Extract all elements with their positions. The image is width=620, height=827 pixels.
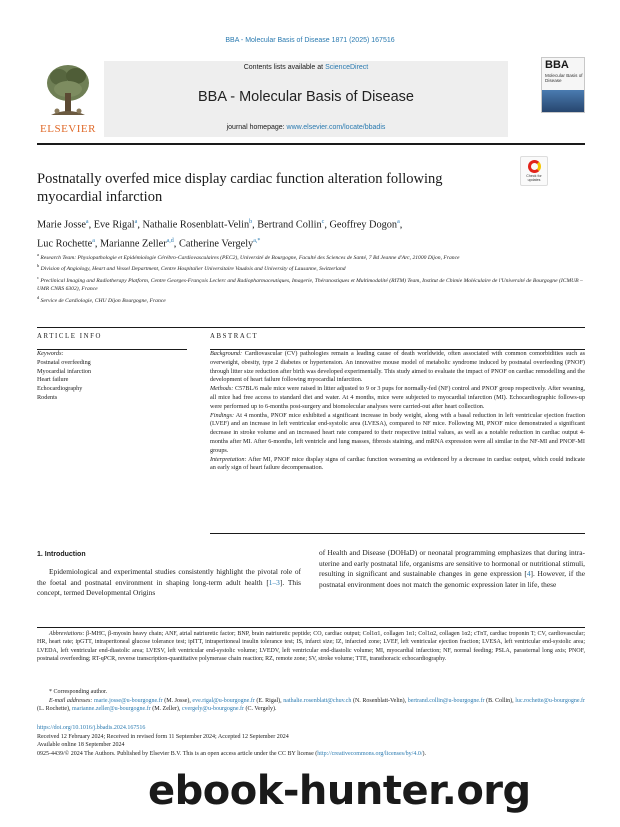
intro-text: ]. This concept, termed Developmental Origins — [37, 577, 301, 598]
email-link[interactable]: cvergely@u-bourgogne.fr — [181, 706, 244, 713]
author-name[interactable]: Geoffrey Dogon — [329, 219, 398, 231]
footnote-divider — [37, 627, 585, 628]
affiliation-marker[interactable]: b — [249, 219, 253, 225]
affiliation-item — [37, 262, 585, 273]
affiliation-marker[interactable]: c — [321, 219, 325, 225]
email-owner: (L. Rochette), — [37, 706, 72, 713]
affiliation-marker: b — [37, 263, 40, 269]
received-dates: Received 12 February 2024; Received in revised form 11 September 2024; Accepted 12 September 2024 — [37, 733, 289, 740]
running-head[interactable]: BBA - Molecular Basis of Disease 1871 (2025) 167516 — [225, 37, 395, 44]
abstract-body — [210, 350, 585, 473]
contents-prefix: Contents lists available at — [243, 64, 326, 71]
license-link[interactable]: http://creativecommons.org/licenses/by/4.0/ — [317, 750, 423, 757]
cover-image — [542, 90, 584, 112]
author-separator: , — [173, 238, 179, 250]
abstract-section-label: Methods: — [210, 385, 234, 393]
abstract-section-text: After MI, PNOF mice display signs of cardiac function worsening as evidenced by a decrease in cardiac output, which could indicate an early sign of heart failure decompensation. — [210, 455, 585, 472]
author-separator: , — [137, 219, 143, 231]
article-title: Postnatally overfed mice display cardiac function alteration following myocardial infarction — [37, 171, 443, 205]
keywords-block — [37, 350, 187, 403]
doi-link[interactable]: https://doi.org/10.1016/j.bbadis.2024.167516 — [37, 725, 146, 731]
affiliation-marker: a — [37, 252, 39, 257]
citation-link[interactable]: 4 — [526, 569, 531, 579]
email-owner: (N. Rosenblatt-Velin), — [351, 698, 408, 704]
affiliation-marker[interactable]: a — [92, 238, 95, 245]
email-owner: (E. Rigal), — [254, 698, 284, 704]
email-link[interactable]: nathalie.rosenblatt@chuv.ch — [283, 698, 352, 704]
email-link[interactable]: marianne.zeller@u-bourgogne.fr — [72, 706, 151, 713]
journal-cover-thumbnail[interactable] — [541, 57, 585, 113]
author-line-2 — [37, 233, 557, 252]
author-separator: , — [94, 238, 101, 250]
email-owner: (M. Josse), — [162, 698, 193, 704]
available-online: Available online 18 September 2024 — [37, 742, 125, 749]
doi-block — [37, 724, 585, 758]
cover-title: BBA — [545, 59, 569, 71]
email-owner: (M. Zeller), — [150, 706, 182, 713]
author-name[interactable]: Eve Rigal — [93, 219, 135, 231]
license-text: ). — [422, 750, 426, 757]
affiliation-text: Research Team: Physiopathologie et Epidémiologie Cérébro-Cardiovasculaires (PEC2), Université de Bourgogne, Faculté des Sciences de Santé, 7 Bd Jeanne d'Arc, 21000 Dijon, France — [38, 254, 460, 261]
abbreviations-text: β-MHC, β-myosin heavy chain; ANF, atrial natriuretic factor; BNP, brain natriuretic peptide; CO, cardiac output; Col1α1, collagen 1α1; Col1α2, collagen 1α2; cTnT, cardiac troponin T; CV, cardiovascular; HR, heart rate; ipGTT, intraperitoneal glucose tolerance test; ipITT, intraperitoneal insulin tolerance test; IS, infarct size; IZ, infarcted zone; LVEF, left ventricular ejection fraction; LVESA, left ventricular end-systolic area; LVEDA, left ventricular end-diastolic area; LVESV, left ventricular end-systolic volume; LVEDV, left ventricular end-diastolic volume; MI, myocardial infarction; NF, normal feeding; PSLA, parasternal long axis; PNOF, postnatal overfeeding; RT-qPCR, reverse transcription-quantitative polymerase chain reaction; RZ, remote zone; SV, stroke volume; TTE, transthoracic echocardiography. — [37, 631, 585, 663]
affiliation-marker: d — [37, 294, 40, 300]
abstract-section-text: Cardiovascular (CV) pathologies remain a leading cause of death worldwide, often associated with common comorbidities such as overweight, obesity, type 2 diabetes or hypertension. An innovative mouse model of metabolic syndrome induced by postnatal overfeeding (PNOF) through litter size reduction after birth was developed experimentally. This study aimed to evaluate the impact of PNOF on cardiac remodelling and the development of heart failure following myocardial infarction. — [210, 350, 585, 384]
abstract-heading: ABSTRACT — [210, 333, 259, 340]
author-name[interactable]: Catherine Vergely — [178, 238, 254, 250]
homepage-link[interactable]: www.elsevier.com/locate/bbadis — [286, 124, 386, 131]
masthead-divider — [37, 143, 585, 145]
license-text: 0925-4439/© 2024 The Authors. Published by Elsevier B.V. This is an open access article under the CC BY license ( — [37, 750, 318, 757]
abstract-section — [210, 412, 585, 456]
journal-title: BBA - Molecular Basis of Disease — [198, 89, 414, 105]
email-link[interactable]: luc.rochette@u-bourgogne.fr — [515, 698, 585, 704]
abstract-section — [210, 456, 585, 474]
author-list — [37, 214, 557, 253]
author-separator: , — [399, 219, 403, 231]
publisher-name: ELSEVIER — [40, 123, 96, 135]
affiliation-marker[interactable]: a — [397, 219, 400, 225]
check-updates-icon — [528, 160, 541, 173]
affiliation-marker: c — [37, 274, 39, 280]
keyword-item[interactable]: Heart failure — [37, 376, 69, 384]
abstract-section-text: At 4 months, PNOF mice exhibited a significant increase in body weight, along with a basal reduction in left ventricular ejection fraction (LVEF) and an increase in left ventricular end-systolic area (LVESA), compared to NF mice. Following MI, PNOF mice demonstrated a significant decrease in stroke volume and an increased heart rate compared to their respective initial values, as well as a notable reduction in cardiac output 4-months after MI. After 6-months, left ventricle and lung masses, fibrosis staining, and mRNA expression were all similar in the NF-MI and PNOF-MI groups. — [210, 411, 585, 454]
keyword-item[interactable]: Postnatal overfeeding — [37, 358, 91, 366]
keywords-label: Keywords: — [37, 350, 64, 357]
journal-banner — [104, 61, 508, 137]
email-owner: (C. Vergely). — [244, 706, 277, 713]
homepage-prefix: journal homepage: — [226, 124, 287, 131]
email-link[interactable]: eve.rigal@u-bourgogne.fr — [192, 698, 255, 704]
author-separator: , — [324, 219, 330, 231]
corresponding-author-note: * Corresponding author. — [49, 689, 108, 695]
affiliation-marker[interactable]: a,* — [253, 238, 261, 245]
affiliation-text: Service de Cardiologie, CHU Dijon Bourgogne, France — [39, 297, 166, 304]
intro-paragraph-right — [319, 548, 585, 591]
section-heading-introduction: 1. Introduction — [37, 551, 86, 558]
author-name[interactable]: Bertrand Collin — [257, 219, 322, 231]
homepage-line — [104, 124, 508, 131]
abstract-section — [210, 385, 585, 411]
abbreviations-footnote — [37, 630, 585, 664]
affiliation-text: Preclinical Imaging and Radiotherapy Platform, Centre Georges-François Leclerc and Radiopharmaceutiques, Imagerie, Théranostiques et Multimodalité (RITM) Team, Institut de Chimie Moléculaire de l'Université de Bourgogne (ICMUB – UMR CNRS 6302), France — [37, 277, 583, 293]
abstract-section-label: Interpretation: — [210, 455, 247, 463]
sciencedirect-link[interactable]: ScienceDirect — [325, 64, 369, 71]
email-link[interactable]: marie.josse@u-bourgogne.fr — [93, 698, 163, 704]
email-link[interactable]: bertrand.collin@u-bourgogne.fr — [407, 698, 485, 704]
author-name[interactable]: Luc Rochette — [37, 238, 93, 250]
email-label: E-mail addresses: — [49, 698, 94, 704]
abbreviations-label: Abbreviations: — [49, 631, 85, 637]
abstract-section-label: Findings: — [210, 411, 235, 419]
intro-paragraph-left — [37, 567, 301, 599]
journal-masthead — [37, 57, 585, 139]
intro-text: ]. However, if the postnatal environment does not match the genomic expression later in life, these — [319, 569, 585, 590]
affiliation-text: Division of Angiology, Heart and Vessel Department, Centre Hospitalier Universitaire Vaudois and University of Lausanne, Switzerland — [39, 266, 346, 273]
keyword-item[interactable]: Rodents — [37, 393, 58, 401]
article-info-divider — [37, 327, 585, 328]
email-owner: (B. Collin), — [484, 698, 516, 704]
affiliation-marker[interactable]: a,d — [166, 238, 174, 245]
check-for-updates-badge[interactable] — [520, 156, 548, 186]
email-addresses — [37, 697, 585, 714]
contents-line — [104, 64, 508, 71]
author-name[interactable]: Marie Josse — [37, 219, 86, 231]
affiliations — [37, 251, 585, 305]
citation-link[interactable]: 1–3 — [268, 577, 280, 587]
check-updates-label: Check for updates — [526, 174, 542, 182]
affiliation-item — [37, 294, 585, 305]
abstract-section-text: C57BL/6 male mice were raised in litter adjusted to 9 or 3 pups for normally-fed (NF) control and PNOF group respectively. After weaning, all mice had free access to standard diet and water. At 4 months, mice were subjected to myocardial infarction (MI). Echocardiographic follows-up were performed up to 6-months post-surgery and biomolecular analyses were carried-out after heart collection. — [210, 385, 585, 410]
affiliation-item — [37, 251, 585, 262]
author-separator: , — [88, 219, 94, 231]
affiliation-item — [37, 274, 585, 294]
affiliation-marker[interactable]: a — [134, 219, 138, 225]
affiliation-marker[interactable]: a — [85, 219, 89, 225]
author-name[interactable]: Marianne Zeller — [100, 238, 167, 250]
elsevier-tree-icon — [45, 61, 91, 119]
license-line — [37, 750, 585, 759]
author-name[interactable]: Nathalie Rosenblatt-Velin — [142, 219, 250, 231]
intro-text: of Health and Disease (DOHaD) or neonatal programming emphasizes that during intra-uterine and early postnatal life, organisms are sensitive to hormonal or nutritional stimuli, resulting in significant and sustainable changes in gene expression [ — [319, 548, 585, 579]
author-line-1 — [37, 214, 557, 233]
abstract-section — [210, 350, 585, 385]
cover-subtitle: Molecular Basis of Disease — [545, 73, 583, 84]
keywords-list — [37, 359, 187, 403]
author-separator: , — [252, 219, 258, 231]
keyword-item[interactable]: Echocardiography — [37, 385, 83, 393]
abstract-end-rule — [210, 533, 585, 534]
intro-text: Epidemiological and experimental studies consistently highlight the pivotal role of the foetal and postnatal environment in shaping long-term adult health [ — [37, 567, 301, 587]
article-info-heading: ARTICLE INFO — [37, 333, 103, 340]
abstract-section-label: Background: — [210, 350, 243, 357]
watermark: ebook-hunter.org — [148, 768, 531, 814]
elsevier-logo — [37, 57, 99, 139]
keyword-item[interactable]: Myocardial infarction — [37, 367, 92, 375]
